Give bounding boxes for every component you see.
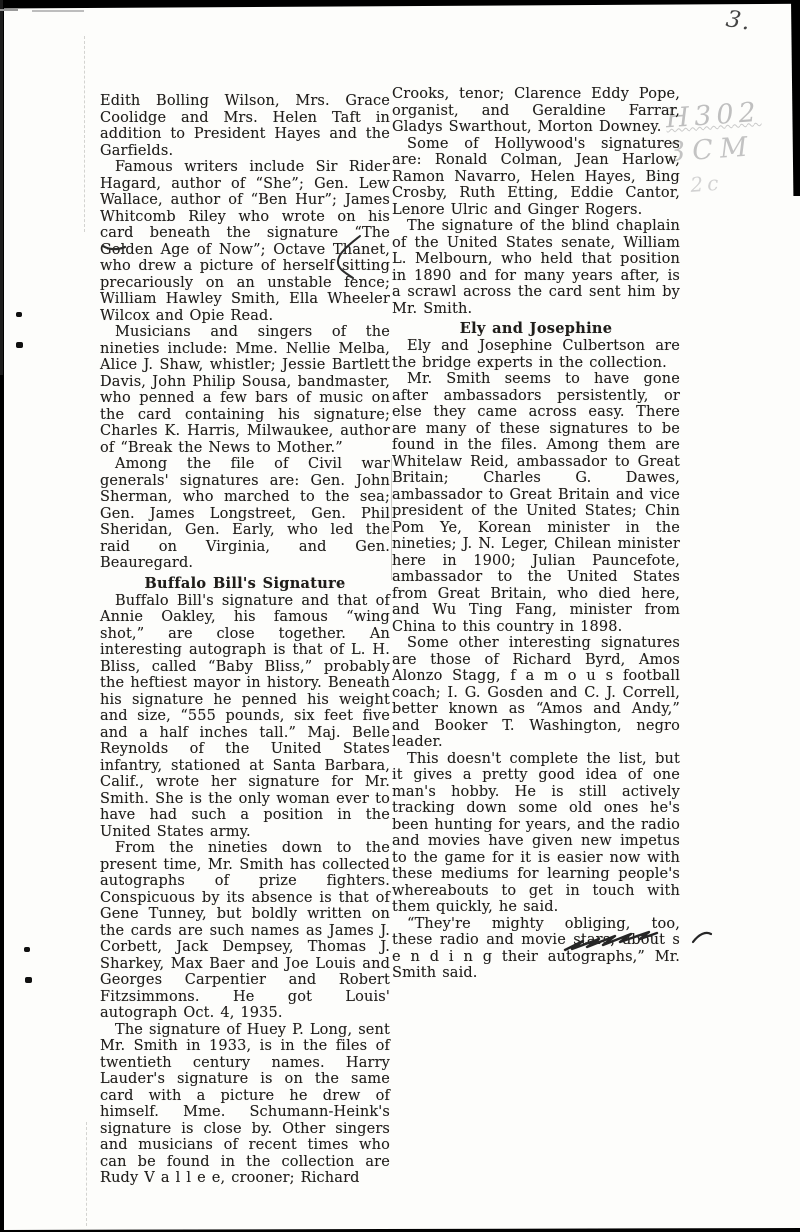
pencil-mark: 3CM [667,131,756,169]
article-paragraph: The signature of the blind chaplain of the United States senate, William L. Melbourn, who held that position in 1890 and for many years after, is a scrawl across the card sent him by Mr. Smith. [392,218,680,317]
article-paragraph: This doesn't complete the list, but it gives a pretty good idea of one man's hobby. He is still actively tracking down some old ones he's been hunting for years, and the radio and movies have given new impetus to the game for it is easier now with these mediums for learning people's whereabouts to get in touch with them quickly, he said. [392,750,680,915]
crease-line-bottom [86,1122,87,1226]
article-paragraph: Buffalo Bill's signature and that of Annie Oakley, his famous “wing shot,” are close together. An interesting autograph is that of L. H. Bliss, called “Baby Bliss,” probably the heftiest mayor in history. Beneath his signature he penned his weight and size, “555 pounds, six feet five and a half inches tall.” Maj. Belle Reynolds of the United States infantry, stationed at Santa Barbara, Calif., wrote her signature for Mr. Smith. She is the only woman ever to have had such a position in the United States army. [100,592,390,840]
article-paragraph: Musicians and singers of the nineties include: Mme. Nellie Melba, Alice J. Shaw, whistler; Jessie Bartlett Davis, John Philip Sousa, bandmaster, who penned a few bars of music on the card containing his signature; Charles K. Harris, Milwaukee, author of “Break the News to Mother.” [100,324,390,456]
article-paragraph: Among the file of Civil war generals' signatures are: Gen. John Sherman, who marched to the sea; Gen. James Longstreet, Gen. Phil Sheridan, Gen. Early, who led the raid on Virginia, and Gen. Beauregard. [100,456,390,571]
scan-edge-top [0,0,800,10]
scan-edge-right [788,0,800,196]
article-paragraph: Famous writers include Sir Rider Hagard, author of “She”; Gen. Lew Wallace, author of “Ben Hur”; James Whitcomb Riley who wrote on his card beneath the signature “The Golden Age of Now”; Octave Thanet, who drew a picture of herself sitting precariously on an unstable fence; William Hawley Smith, Ella Wheeler Wilcox and Opie Read. [100,159,390,324]
ink-dot [25,977,32,983]
handwritten-page-number: 3. [724,6,754,36]
ink-dot [24,947,30,952]
scan-edge-bottom [0,1227,800,1232]
section-heading: Ely and Josephine [459,320,613,337]
end-scrawl-tick [693,933,711,942]
scan-edge-right-line [0,0,3,375]
article-paragraph: Mr. Smith seems to have gone after ambassadors persistently, or else they came across easy. There are many of these signatures to be found in the files. Among them are Whitelaw Reid, ambassador to Great Britain; Charles G. Dawes, ambassador to Great Britain and vice president of the United States; Chin Pom Ye, Korean minister in the nineties; J. N. Leger, Chilean minister here in 1900; Julian Pauncefote, ambassador to the United States from Great Britain, who died here, and Wu Ting Fang, minister from China to this country in 1898. [392,371,680,635]
article-column-left [100,93,390,1187]
ink-dot [16,342,23,348]
article-paragraph: Edith Bolling Wilson, Mrs. Grace Coolidge and Mrs. Helen Taft in addition to President Hayes and the Garfields. [100,93,390,159]
scan-smudge [0,9,18,11]
section-heading: Buffalo Bill's Signature [144,574,346,592]
crease-line-top [84,36,85,232]
article-paragraph: Ely and Josephine Culbertson are the bridge experts in the collection. [392,338,680,371]
article-column-right [392,86,680,982]
ink-dot [16,312,22,317]
article-paragraph: Some other interesting signatures are those of Richard Byrd, Amos Alonzo Stagg, f a m o u s football coach; I. G. Gosden and C. J. Correll, better known as “Amos and Andy,” and Booker T. Washington, negro leader. [392,635,680,750]
article-paragraph: “They're mighty obliging, too, these radio and movie stars, about s e n d i n g their autographs,” Mr. Smith said. [392,915,680,981]
pencil-mark: 2c [689,170,724,197]
scan-smudge [32,10,84,12]
article-paragraph: Crooks, tenor; Clarence Eddy Pope, organist, and Geraldine Farrar, Gladys Swarthout, Morton Downey. [392,86,680,135]
pencil-mark: H302 [664,96,762,135]
article-paragraph: The signature of Huey P. Long, sent Mr. Smith in 1933, is in the files of twentieth century names. Harry Lauder's signature is on the same card with a picture he drew of himself. Mme. Schumann-Heink's signature is close by. Other singers and musicians of recent times who can be found in the collection are Rudy V a l l e e, crooner; Richard [100,1021,390,1186]
article-paragraph: Some of Hollywood's signatures are: Ronald Colman, Jean Harlow, Ramon Navarro, Helen Hayes, Bing Crosby, Ruth Etting, Eddie Cantor, Lenore Ulric and Ginger Rogers. [392,135,680,218]
article-paragraph: From the nineties down to the present time, Mr. Smith has collected autographs of prize fighters. Conspicuous by its absence is that of Gene Tunney, but boldly written on the cards are such names as James J. Corbett, Jack Dempsey, Thomas J. Sharkey, Max Baer and Joe Louis and Georges Carpentier and Robert Fitzsimmons. He got Louis' autograph Oct. 4, 1935. [100,840,390,1021]
